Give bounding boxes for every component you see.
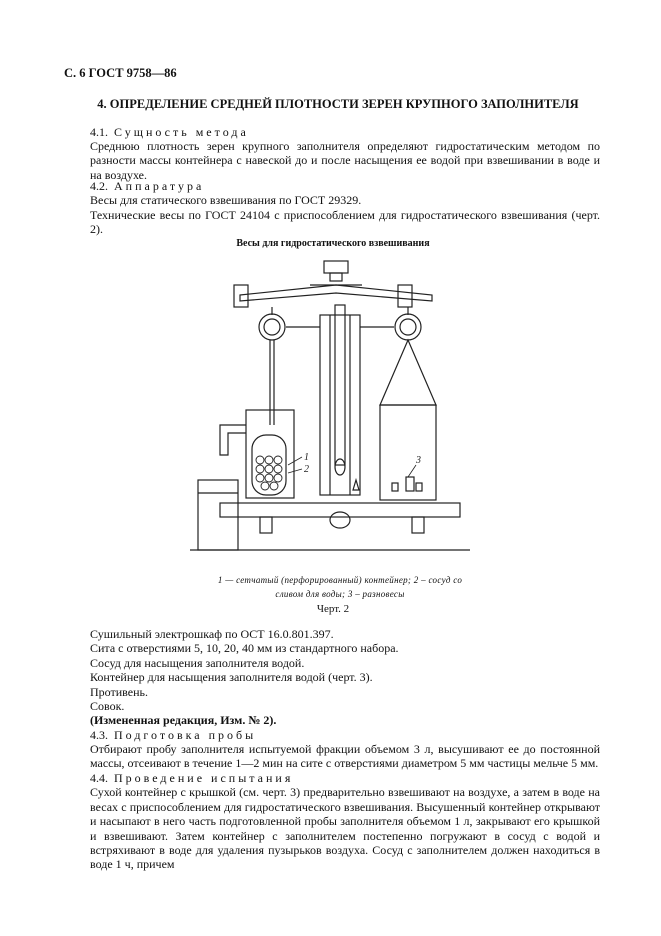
page-header: С. 6 ГОСТ 9758—86 <box>64 66 177 80</box>
left-hanger-top <box>234 285 248 307</box>
leader-1 <box>288 457 302 465</box>
overflow-spout <box>220 425 246 455</box>
s44-number: 4.4. <box>90 771 108 785</box>
s42-number: 4.2. <box>90 179 108 193</box>
scale-drawing <box>180 255 480 560</box>
s42-line1: Весы для статического взвешивания по ГОСТ 29329. <box>90 193 362 208</box>
column <box>320 315 360 495</box>
s41-number: 4.1. <box>90 125 108 139</box>
right-pan-frame <box>380 340 436 405</box>
list-item: Сита с отверстиями 5, 10, 20, 40 мм из стандартного набора. <box>90 641 399 656</box>
list-item: Совок. <box>90 699 125 714</box>
label-1: 1 <box>304 452 309 463</box>
section-4-4 <box>90 771 600 872</box>
label-2: 2 <box>304 464 309 475</box>
s44-text: Сухой контейнер с крышкой (см. черт. 3) предварительно взвешивают на воздухе, а затем в воде на весах с приспособлением для гидростатического взвешивания. Высушенный контейнер открывают и насыпают в него часть подготовленной пробы заполнителя объемом 1 л, закрывают его крышкой и взвешивают. Затем контейнер с заполнителем постепенно погружают в сосуд с водой и встряхивают в воде для удаления пузырьков воздуха. Сосуд с заполнителем должен находиться в воде 1 ч, причем <box>90 785 600 872</box>
s42-line2: Технические весы по ГОСТ 24104 с приспособлением для гидростатического взвешивания (черт. 2). <box>90 207 600 237</box>
weight-3 <box>392 483 398 491</box>
water-bucket <box>198 480 238 550</box>
figure-number: Черт. 2 <box>316 603 350 615</box>
right-pan <box>380 405 436 500</box>
foot-right <box>412 517 424 533</box>
list-item: Контейнер для насыщения заполнителя водой (черт. 3). <box>90 670 373 685</box>
s44-title: Проведение испытания <box>114 771 294 785</box>
s43-text: Отбирают пробу заполнителя испытуемой фракции объемом 3 л, высушивают ее до постоянной массы, отсеивают в течение 1—2 мин на сите с отверстиями диаметром 5 мм частицы мельче 5 мм. <box>90 742 600 771</box>
edit-note: (Измененная редакция, Изм. № 2). <box>90 713 277 728</box>
pointer-weight <box>335 459 345 475</box>
s41-body <box>90 139 600 182</box>
right-ring-inner <box>400 319 416 335</box>
s42-title: Аппаратура <box>114 179 205 193</box>
section-4-2 <box>90 179 600 237</box>
balance-beam <box>240 285 432 301</box>
figure-caption <box>190 573 490 601</box>
pointer-tip <box>353 480 359 490</box>
leader-2 <box>288 469 302 473</box>
s43-title: Подготовка пробы <box>114 727 257 742</box>
left-ring-inner <box>264 319 280 335</box>
weight-1 <box>406 477 414 491</box>
s43-body <box>90 742 600 771</box>
top-knob <box>324 261 348 273</box>
s41-text: Среднюю плотность зерен крупного заполнителя определяют гидростатическим методом по разности массы контейнера с навеской до и после насыщения ее водой при взвешивании в воде и на воздухе. <box>90 139 600 182</box>
left-ring <box>259 314 285 340</box>
caption-line-1: 1 — сетчатый (перфорированный) контейнер; 2 – сосуд со <box>217 575 463 585</box>
base-knob <box>330 512 350 528</box>
label-3: 3 <box>416 455 421 466</box>
pointer <box>335 305 345 465</box>
s41-title: Сущность метода <box>114 125 249 139</box>
section-title: 4. ОПРЕДЕЛЕНИЕ СРЕДНЕЙ ПЛОТНОСТИ ЗЕРЕН КРУПНОГО ЗАПОЛНИТЕЛЯ <box>97 97 579 111</box>
weight-2 <box>416 483 422 491</box>
figure-title: Весы для гидростатического взвешивания <box>236 238 430 249</box>
foot-left <box>260 517 272 533</box>
right-hanger-top <box>398 285 412 307</box>
top-knob-neck <box>330 273 342 281</box>
leader-3 <box>408 465 416 477</box>
aggregate-balls <box>256 456 282 490</box>
list-item: Сушильный электрошкаф по ОСТ 16.0.801.397. <box>90 627 334 641</box>
base <box>220 503 460 517</box>
caption-line-2: сливом для воды; 3 – разновесы <box>275 589 405 599</box>
list-item: Противень. <box>90 684 148 699</box>
equipment-list <box>90 627 600 742</box>
list-item: Сосуд для насыщения заполнителя водой. <box>90 655 305 670</box>
right-ring <box>395 314 421 340</box>
section-4-1 <box>90 125 600 139</box>
s43-number: 4.3. <box>90 727 108 742</box>
